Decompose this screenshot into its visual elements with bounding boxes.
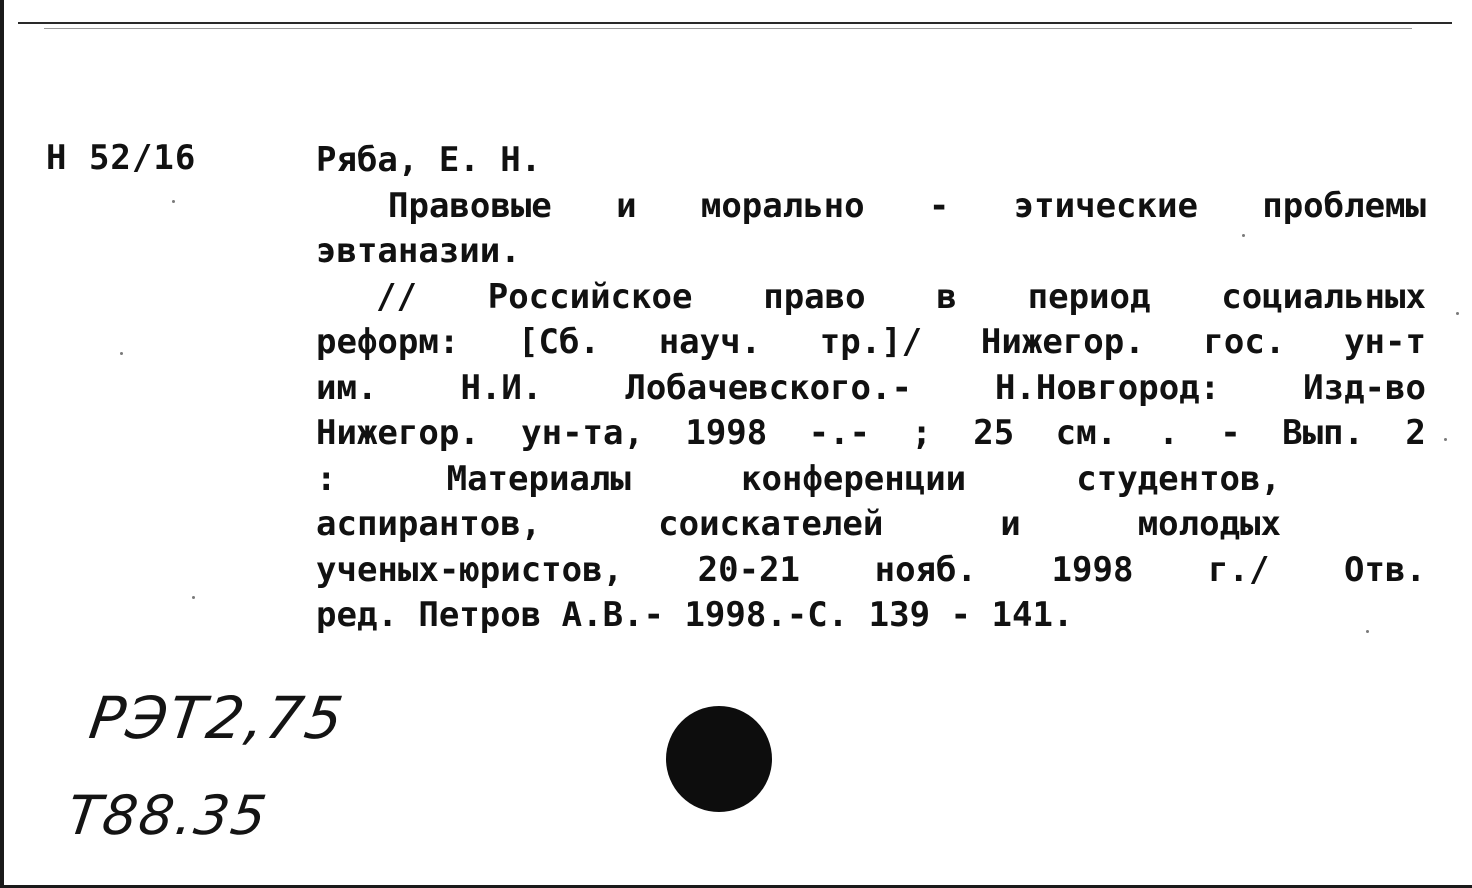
entry-word: см. (1055, 413, 1118, 453)
entry-word: Н.Новгород: (994, 367, 1221, 408)
shelf-mark: Н 52/16 (46, 138, 197, 178)
scan-speck (192, 596, 195, 599)
entry-word: ученых-юристов, (316, 549, 624, 590)
entry-word: ред. Петров А.В.- 1998.-С. 139 - 141. (316, 595, 1074, 635)
entry-line (316, 184, 1426, 230)
scan-speck (1366, 630, 1369, 633)
entry-word: Ряба, Е. Н. (316, 140, 542, 180)
entry-word: в (936, 276, 957, 317)
entry-word: ун-т (1344, 322, 1426, 362)
entry-word: соискателей (658, 504, 884, 544)
punch-hole (666, 706, 772, 812)
entry-line (316, 229, 1426, 275)
entry-word: Вып. (1282, 413, 1364, 453)
entry-word: Материалы (446, 458, 631, 499)
entry-word: [Сб. (518, 322, 600, 362)
entry-word: Правовые (388, 185, 552, 226)
bibliographic-entry (316, 138, 1426, 639)
entry-word: аспирантов, (316, 504, 542, 544)
scan-speck (1456, 312, 1459, 315)
entry-word: -.- (808, 413, 871, 453)
entry-word: Изд-во (1303, 367, 1426, 408)
entry-word: науч. (658, 322, 762, 362)
entry-line (316, 320, 1426, 366)
entry-word: // (376, 276, 417, 317)
entry-word: Н.И. (460, 367, 543, 408)
entry-word: им. (316, 367, 378, 408)
entry-word: Лобачевского.- (625, 367, 912, 408)
top-rule (18, 22, 1452, 24)
entry-word: морально (700, 185, 865, 226)
entry-word: ун-та, (521, 413, 644, 453)
entry-word: - (928, 185, 950, 226)
handwritten-classification: РЭТ2,75 (85, 684, 349, 752)
entry-word: 2 (1405, 413, 1426, 453)
entry-word: студентов, (1076, 458, 1281, 499)
entry-word: этические (1013, 185, 1198, 226)
entry-word: проблемы (1262, 185, 1426, 226)
entry-word: эвтаназии. (316, 231, 521, 271)
entry-word: : (316, 458, 337, 499)
scan-speck (172, 200, 175, 203)
entry-line (316, 138, 1426, 184)
top-rule-secondary (44, 28, 1412, 29)
entry-word: Отв. (1344, 549, 1426, 590)
entry-line (316, 366, 1426, 412)
entry-word: право (763, 276, 866, 317)
entry-line (316, 502, 1281, 548)
entry-line (316, 457, 1281, 503)
entry-line (316, 548, 1426, 594)
entry-word: гос. (1203, 322, 1286, 362)
entry-word: 20-21 (697, 549, 800, 590)
entry-word: . (1158, 413, 1179, 453)
entry-word: нояб. (874, 549, 977, 590)
entry-word: 1998 (685, 413, 768, 453)
entry-word: 1998 (1051, 549, 1134, 590)
entry-line (316, 593, 1426, 639)
entry-word: конференции (740, 458, 967, 499)
entry-word: ; (911, 413, 932, 453)
entry-word: период (1027, 276, 1151, 317)
entry-word: реформ: (316, 322, 460, 362)
entry-line (316, 275, 1426, 321)
entry-line (316, 411, 1426, 457)
entry-word: молодых (1137, 504, 1281, 544)
entry-word: Российское (487, 276, 693, 317)
entry-word: тр.]/ (819, 322, 923, 362)
entry-word: 25 (973, 413, 1015, 453)
handwritten-classification-secondary: Т88.35 (63, 784, 273, 847)
entry-word: г./ (1208, 549, 1270, 590)
entry-word: и (616, 185, 637, 226)
entry-word: Нижегор. (316, 413, 480, 453)
scan-speck (1242, 234, 1245, 237)
entry-word: социальных (1221, 276, 1426, 317)
scan-speck (1444, 438, 1447, 441)
entry-word: и (1000, 504, 1021, 544)
entry-word: - (1220, 413, 1241, 453)
scan-speck (120, 352, 123, 355)
entry-word: Нижегор. (980, 322, 1145, 362)
